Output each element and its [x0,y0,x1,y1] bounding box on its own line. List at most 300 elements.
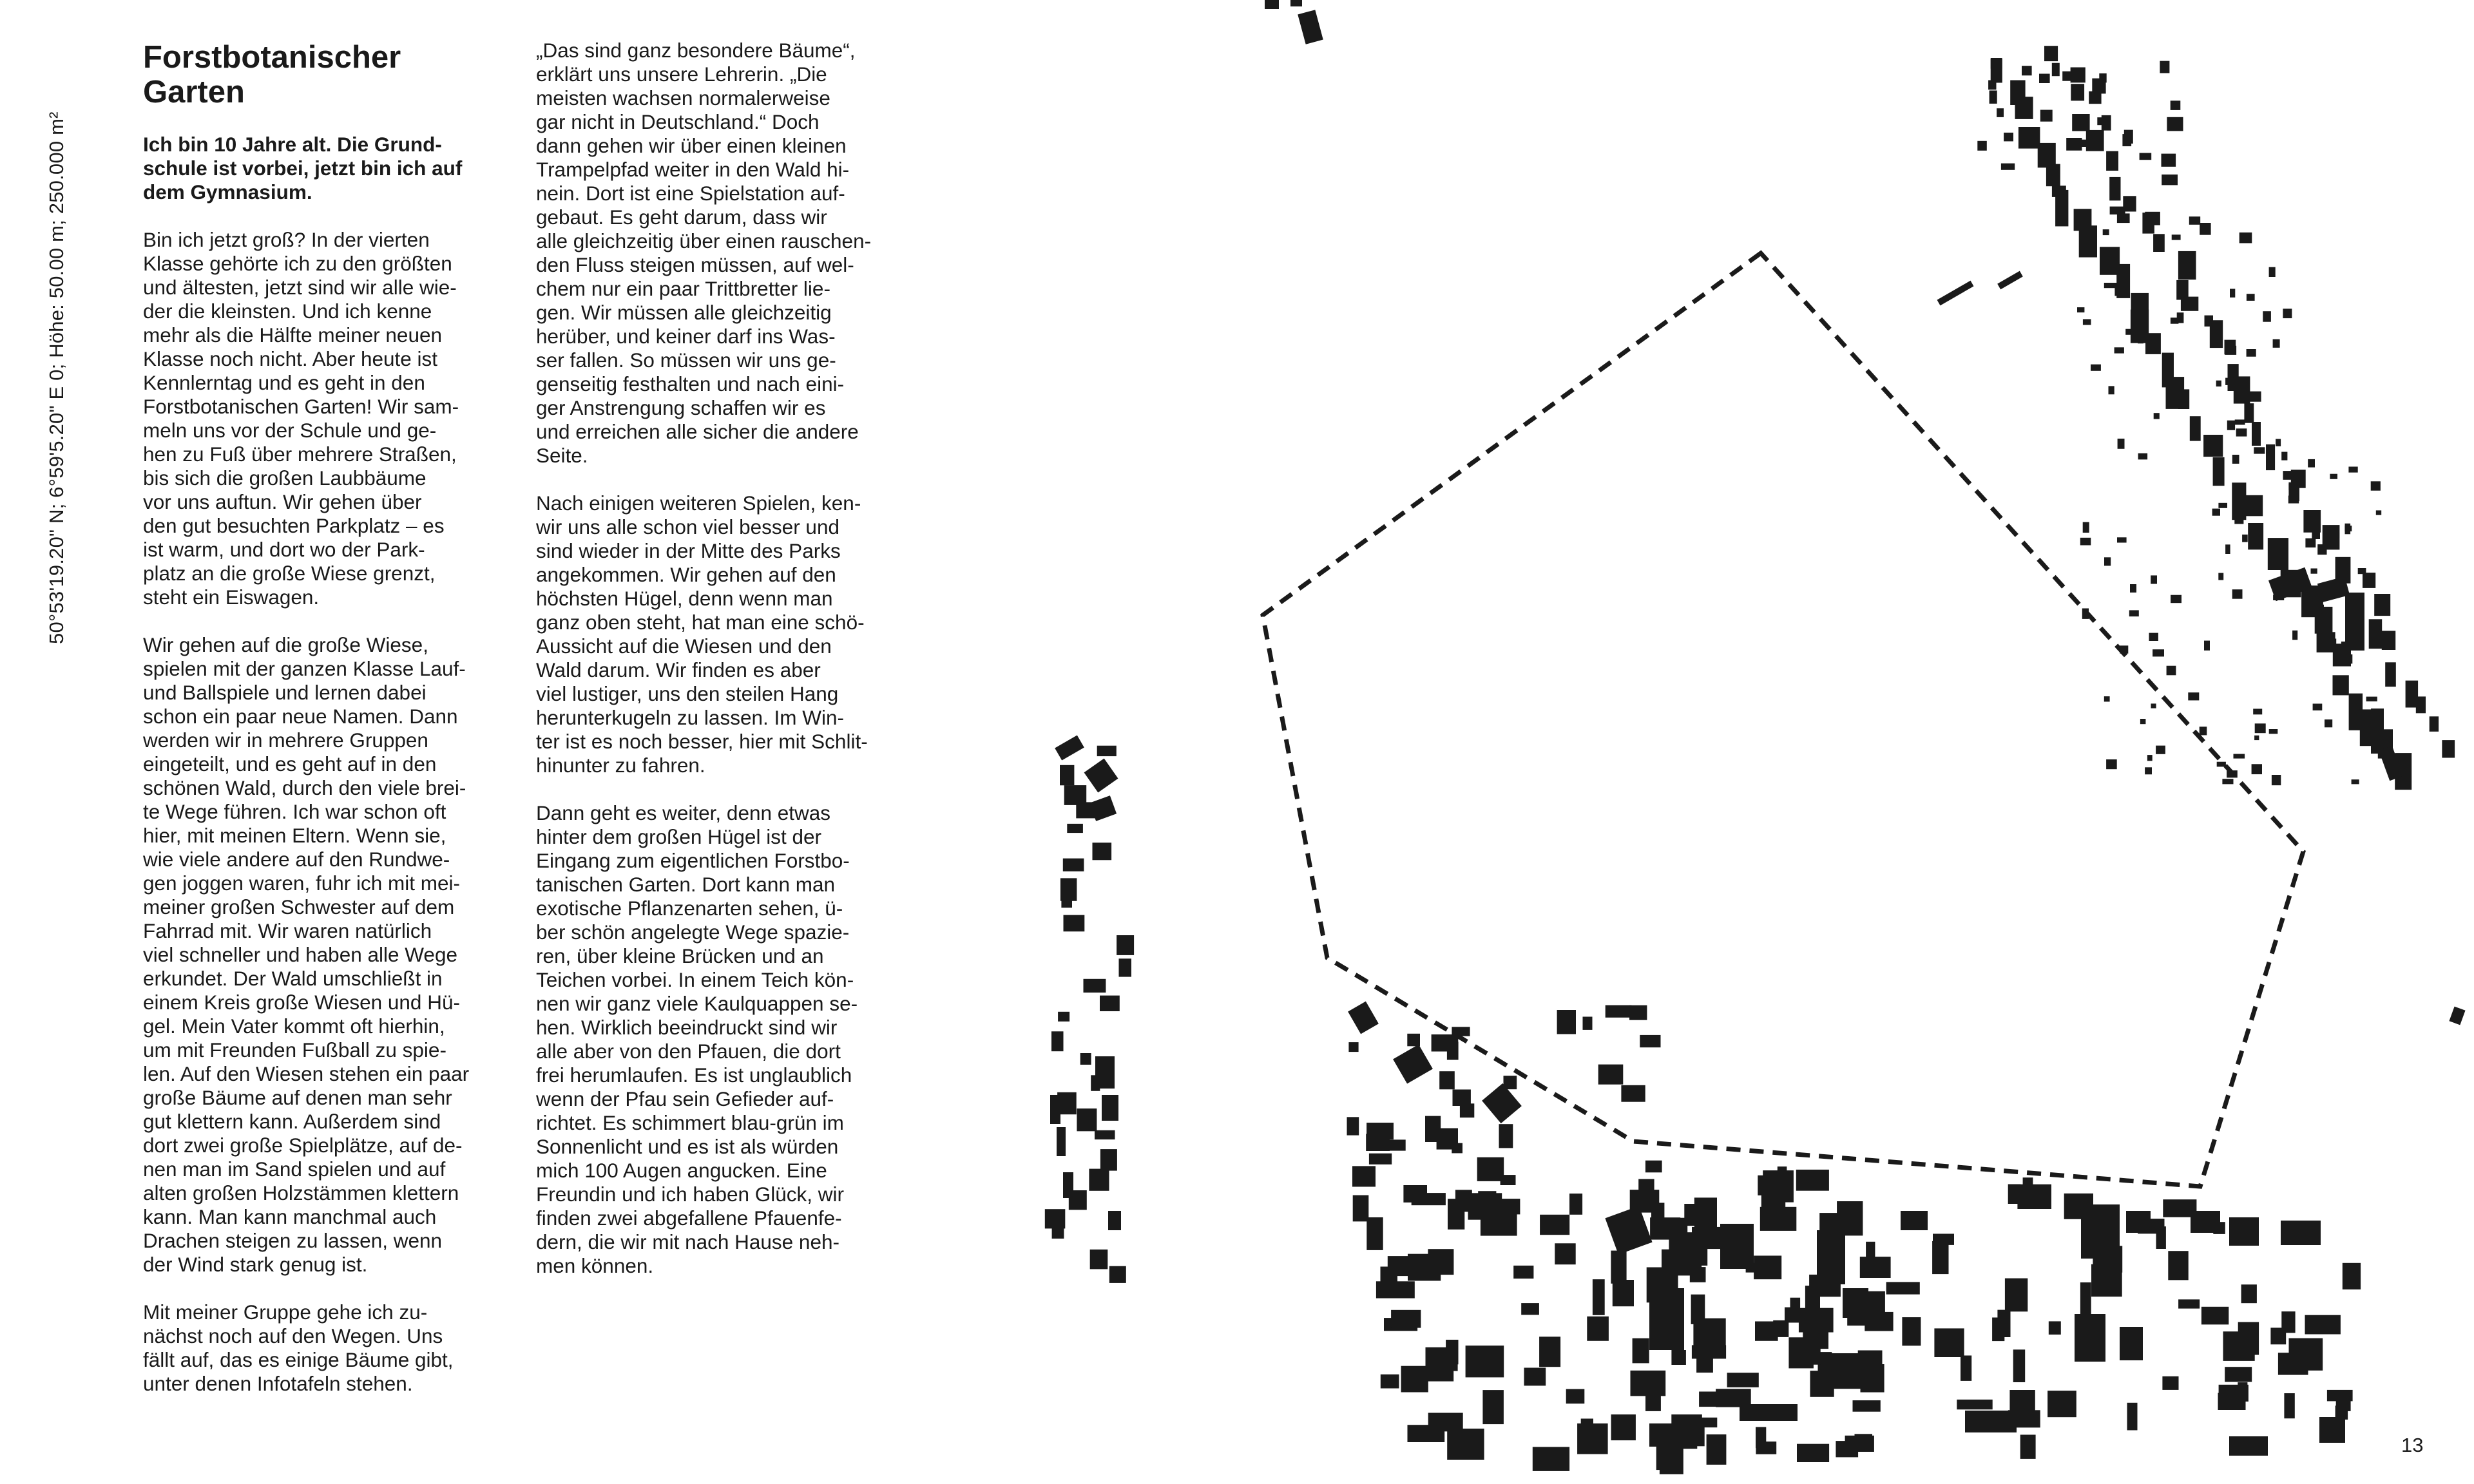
building [2313,704,2323,711]
building [1407,1034,1420,1047]
building [1499,1124,1513,1148]
building [1593,1279,1605,1315]
building [2281,1311,2295,1333]
building [2138,453,2148,460]
building [2178,251,2196,280]
building [2171,318,2179,324]
building [1052,1228,1064,1239]
building [1102,1095,1118,1121]
building [1832,1365,1852,1384]
building [2218,573,2223,580]
building [1119,958,1132,976]
building [2204,641,2210,651]
building [2382,631,2395,650]
building [2109,177,2120,201]
building [2140,719,2146,724]
building [2120,1327,2143,1360]
building [1797,1444,1829,1462]
building [2217,762,2226,767]
building [2179,394,2189,404]
building [1988,81,1996,90]
building [1100,996,1120,1011]
building [1605,1206,1652,1255]
building [2167,117,2183,131]
building [2238,1322,2259,1355]
building [2201,1307,2229,1325]
building [2103,229,2109,235]
building [2167,666,2176,676]
building [1108,1211,1121,1230]
building [2117,537,2127,542]
building [2145,212,2160,225]
building [1727,1373,1759,1387]
building [1447,1429,1484,1460]
building [2118,439,2125,449]
building [1080,1053,1091,1065]
building [2273,339,2280,348]
building [2124,130,2133,144]
building [1482,1390,1504,1424]
building [1853,1400,1881,1412]
building [2212,509,2220,516]
building [1611,1414,1636,1440]
building [1077,1108,1097,1131]
building [1785,1308,1799,1323]
building [1649,1423,1685,1447]
building [2120,271,2126,277]
building [2127,1403,2138,1431]
building [1061,896,1072,908]
building [2242,495,2263,517]
building [1057,1127,1066,1156]
building [1843,1288,1868,1318]
building [1097,746,1117,756]
building [2308,459,2315,468]
building [2352,779,2359,784]
building [1058,1012,1069,1022]
building [2081,140,2097,147]
building [1817,1230,1845,1284]
building [2330,474,2337,479]
building [2099,73,2106,82]
building [2072,114,2089,131]
building [2244,403,2254,423]
paragraph: Mit meiner Gruppe gehe ich zu- nächst noch auf den Wegen. Uns fällt auf, das es einige Bäume gibt, unter denen Infotafeln stehen. [143,1300,454,1395]
building [1901,1211,1928,1230]
building [2317,576,2350,602]
building [1446,1340,1458,1364]
building [1412,1193,1446,1205]
building [2312,528,2320,539]
building [1932,1241,1948,1274]
building [2371,709,2384,754]
building [2138,334,2143,344]
building [2178,1299,2200,1308]
building [1408,1254,1441,1281]
building [1497,1199,1520,1214]
building [2229,1436,2268,1456]
building [2218,1393,2246,1410]
building [2318,605,2325,611]
building [2325,639,2337,644]
building [2236,428,2247,436]
building [2430,716,2439,732]
building-footprints [1045,0,2466,1474]
building [2254,736,2259,740]
building [1937,281,1974,306]
building [1740,1404,1798,1421]
building [2348,467,2357,473]
building [1997,108,2004,117]
building [1369,1154,1392,1165]
building [1606,1005,1632,1018]
paragraph: Wir gehen auf die große Wiese, spielen mit der ganzen Klasse Lauf- und Ballspiele und lernen dabei schon ein paar neue Namen. Dann werden wir in mehrere Gruppen eingeteilt, und es geht auf in den schönen Wald, durch den viele brei- te Wege führen. Ich war schon oft hier, mit meinen Eltern. Wenn sie, wie viele andere auf den Rundwe- gen joggen waren, fuhr ich mit mei- meiner großen Schwester auf dem Fahrrad mit. Wir waren natürlich viel schneller und haben alle Wege erkundet. Der Wald umschließt in einem Kreis große Wiesen und Hü- gel. Mein Vater kommt oft hierhin, um mit Freunden Fußball zu spie- len. Auf den Wiesen stehen ein paar große Bäume auf denen man sehr gut klettern kann. Außerdem sind dort zwei große Spielplätze, auf de- nen man im Sand spielen und auf alten großen Holzstämmen klettern kann. Man kann manchmal auch Drachen steigen zu lassen, wenn der Wind stark genug ist. [143,633,470,1276]
building [1611,1251,1626,1284]
building [2218,503,2227,508]
building [1453,1090,1471,1107]
building [1629,1005,1647,1020]
building [2252,764,2262,774]
building [2416,696,2426,713]
building [1439,1071,1455,1089]
building [2145,333,2161,354]
building [1583,1017,1593,1030]
building [1084,759,1118,793]
building [2156,746,2165,754]
building [2278,1353,2308,1375]
building [1452,1027,1470,1036]
building [2247,349,2256,357]
building [1524,1368,1546,1386]
building [1290,0,1302,6]
building [2052,186,2066,197]
building [1566,1389,1585,1404]
building [1447,1042,1459,1060]
building [2046,164,2060,187]
building [2052,63,2060,77]
building [1587,1317,1609,1341]
building [1265,0,1279,9]
page-number: 13 [2401,1434,2424,1456]
building [2276,439,2281,446]
building [1064,785,1087,805]
building [1063,1172,1073,1198]
building [1352,1166,1376,1186]
building [2017,1184,2051,1209]
building [2371,481,2381,490]
building [2147,755,2153,761]
building [1598,1065,1624,1085]
building [2125,329,2133,335]
building [1699,1392,1732,1407]
building [1860,1257,1891,1278]
building [1376,1281,1415,1298]
building [1799,1308,1834,1333]
building [1557,1010,1576,1034]
building [2104,557,2111,566]
building [1501,1175,1516,1185]
building [2120,645,2128,653]
building [1631,1371,1666,1396]
building [1060,765,1074,786]
building [2385,662,2396,687]
building [1477,1157,1504,1181]
building [1348,1042,1358,1052]
building [2089,91,2101,104]
building [2227,421,2235,430]
building [1051,1031,1064,1051]
building [1366,1134,1390,1151]
building [2216,381,2221,386]
building [2104,696,2110,701]
building [2366,697,2377,701]
building [2071,84,2084,100]
building [2019,127,2040,149]
building [1090,1250,1108,1270]
paragraph: „Das sind ganz besondere Bäume“, erklärt uns unsere Lehrerin. „Die meisten wachsen normalerweise gar nicht in Deutschland.“ Doch dann gehen wir über einen kleinen Trampelpfad weiter in den Wald hi- nein. Dort ist eine Spielstation auf- gebaut. Es geht darum, dass wir alle gleichzeitig über einen rauschen- den Fluss steigen müssen, auf wel- chem nur ein paar Trittbretter lie- gen. Wir müssen alle gleichzeitig herüber, und keiner darf ins Was- ser fallen. So müssen wir uns ge- genseitig festhalten und nach eini- ger Anstrengung schaffen wir es und erreichen alle sicher die andere Seite. [536,39,872,467]
building [1381,1375,1399,1389]
building [2345,593,2364,651]
building [1701,1320,1724,1350]
building [2281,1221,2321,1245]
building [2205,316,2214,327]
building [2145,767,2152,774]
building [2151,575,2157,584]
building [1866,1242,1875,1270]
building [1756,1427,1766,1449]
building [2242,535,2248,542]
building [2013,1349,2026,1382]
building [2047,1391,2076,1417]
building [2442,740,2455,757]
paragraph: Bin ich jetzt groß? In der vierten Klasse gehörte ich zu den größten und ältesten, jetzt sind wir alle wie- der die kleinsten. Und ich kenne mehr als die Hälfte meiner neuen Klasse noch nicht. Aber heute ist Kennlerntag und es geht in den Forstbotanischen Garten! Wir sam- meln uns vor der Schule und ge- hen zu Fuß über mehrere Straßen, bis sich die großen Laubbäume vor uns auftun. Wir gehen über den gut besuchten Parkplatz – es ist warm, und dort wo der Park- platz an die große Wiese grenzt, steht ein Eiswagen. [143,228,459,609]
building [2082,609,2089,619]
building [1720,1224,1754,1269]
article-title: Forstbotanischer Garten [143,40,401,109]
building [2091,1264,2122,1297]
building [2269,267,2276,277]
building [2343,1263,2361,1289]
building [2254,447,2265,453]
building [1540,1215,1569,1235]
building [2283,309,2292,318]
building [2234,754,2245,759]
building [2079,225,2097,257]
building [1067,824,1083,833]
building [1997,1310,2010,1337]
building [2153,649,2164,656]
building [2162,154,2176,167]
building [2083,319,2091,325]
building [2239,233,2252,243]
building [1796,1170,1829,1191]
building [1990,91,1997,104]
paragraph: Nach einigen weiteren Spielen, ken- wir uns alle schon viel besser und sind wieder in der Mitte des Parks angekommen. Wir gehen auf den höchsten Hügel, denn wenn man ganz oben steht, hat man eine schö- Aussicht auf die Wiesen und den Wald darum. Wir finden es aber viel lustiger, uns den steilen Hang herunterkugeln zu lassen. Im Win- ter ist es noch besser, hier mit Schlit- hinunter zu fahren. [536,491,868,777]
building [1401,1366,1428,1393]
building [2288,496,2299,504]
building [1977,141,1987,151]
building [1050,1095,1060,1124]
building [2171,595,2182,604]
building [1861,1364,1884,1393]
building [2248,523,2263,549]
building [2235,419,2245,424]
building [2172,234,2181,240]
building [1669,1218,1687,1250]
building [1064,915,1085,932]
building [2015,97,2033,119]
building [2305,538,2316,547]
building [1109,1266,1126,1283]
building [1961,1356,1971,1381]
building [2292,631,2297,640]
building [1347,1117,1359,1135]
building [2230,289,2235,297]
building [1539,1337,1560,1367]
building [1649,1288,1684,1350]
building [2376,510,2381,515]
building [1707,1434,1727,1465]
building [2104,283,2117,288]
building [2315,607,2333,634]
building [2049,1321,2061,1335]
building [2222,779,2233,784]
building [2117,213,2130,223]
building [1792,1340,1817,1358]
building [2317,544,2326,555]
building [2005,1279,2028,1312]
building [2038,143,2056,167]
building [2325,719,2332,727]
building [2188,692,2199,700]
building [1638,1179,1654,1206]
building [1886,1282,1920,1294]
building [2081,1204,2120,1259]
building [2272,775,2281,785]
building [2363,573,2375,588]
building [1533,1447,1569,1471]
building [2319,1417,2345,1443]
building [2062,71,2078,81]
building [1478,1191,1496,1219]
building [1084,979,1106,993]
building [2328,533,2339,538]
building [1555,1243,1575,1264]
building [2355,703,2361,709]
building [2153,234,2165,252]
building [2255,723,2266,733]
building [2129,610,2139,616]
building [1671,1350,1686,1365]
building [2232,455,2239,464]
building [1093,842,1112,860]
building [1581,1419,1593,1437]
building [1393,1044,1433,1083]
building [2080,1282,2091,1315]
building [2230,381,2243,386]
building [2311,569,2317,574]
building [2333,675,2349,695]
building [2102,115,2111,131]
building [1760,1207,1797,1231]
building [2241,1284,2257,1303]
building [1095,1130,1115,1139]
building [2130,584,2136,593]
building [2374,594,2390,616]
building [1298,10,1323,44]
building [2336,1398,2351,1411]
building [2225,1367,2252,1382]
building [2162,175,2178,186]
building [2114,347,2124,353]
coordinates-text: 50°53'19.20" N; 6°59'5.20" E 0; Höhe: 50.00 m; 250.000 m² [45,111,68,644]
paragraph: Dann geht es weiter, denn etwas hinter dem großen Hügel ist der Eingang zum eigentlichen Forstbo- tanischen Garten. Dort kann man exotische Pflanzenarten sehen, ü- ber schön angelegte Wege spazie- ren, über kleine Brücken und an Teichen vorbei. In einem Teich kön- nen wir ganz viele Kaulquappen se- hen. Wirklich beeindruckt sind wir alle aber von den Pfauen, die dort frei herumlaufen. Es ist unglaublich wenn der Pfau sein Gefieder auf- richtet. Es schimmert blau-grün im Sonnenlicht und es ist als würden mich 100 Augen angucken. Eine Freundin und ich haben Glück, wir finden zwei abgefallene Pfauenfe- dern, die wir mit nach Hause neh- men können. [536,801,858,1277]
building [2358,568,2366,574]
building [2156,1226,2166,1249]
building [2209,446,2222,453]
building [2181,297,2198,311]
building [1055,735,1084,760]
building [2225,346,2236,355]
building [1645,1161,1662,1173]
building [2253,709,2262,714]
building [2190,416,2201,441]
building [2247,294,2255,301]
building [2234,513,2243,524]
building [2200,223,2210,235]
building [2001,164,2015,170]
building [2227,770,2238,777]
building [2200,727,2207,735]
building [2250,392,2261,402]
building [2080,538,2091,546]
building [2091,365,2101,371]
building [2369,619,2383,649]
building [2109,386,2114,394]
building [2075,1314,2105,1362]
building [1348,1002,1379,1034]
building [1902,1317,1921,1346]
building [2225,544,2230,554]
building [1934,1328,1964,1357]
building [2083,522,2089,533]
building [1640,1035,1660,1047]
building [1482,1083,1522,1123]
building [2126,1211,2151,1233]
building [2268,538,2288,570]
building [1448,1199,1464,1230]
building [2305,1315,2341,1335]
building [2213,457,2225,486]
building [2039,74,2050,84]
building [2110,207,2125,214]
building [1633,1338,1649,1364]
building [1621,1085,1645,1102]
building [2347,654,2353,663]
building [1521,1303,1539,1315]
building [2449,1007,2465,1025]
building [1095,1056,1115,1089]
building [1569,1194,1582,1215]
building [2106,151,2118,171]
building [1645,1396,1661,1411]
building [1117,935,1134,955]
article-lead: Ich bin 10 Jahre alt. Die Grund- schule ist vorbei, jetzt bin ich auf dem Gymnasium. [143,133,463,204]
building [2171,100,2181,110]
building [2149,633,2158,641]
building [2077,307,2084,312]
building [1957,1400,1992,1409]
